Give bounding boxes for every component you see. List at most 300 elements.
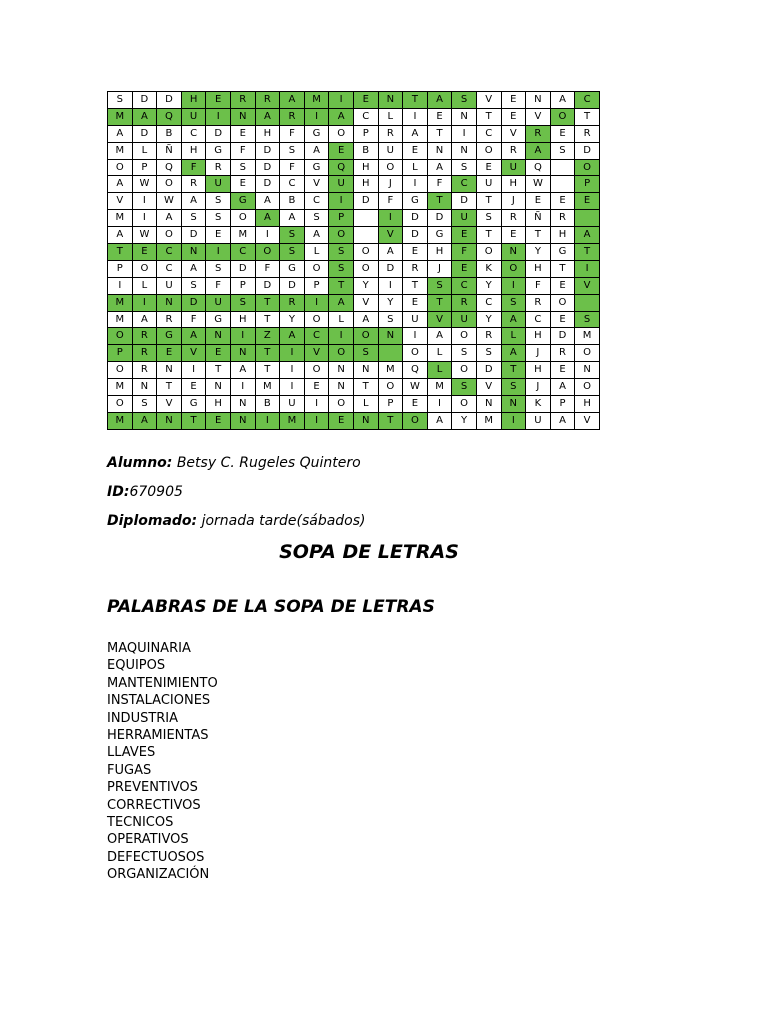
grid-cell: G	[230, 193, 255, 210]
grid-cell: I	[280, 345, 305, 362]
grid-cell: Q	[403, 362, 428, 379]
grid-cell: C	[575, 92, 600, 109]
grid-cell: O	[108, 396, 133, 413]
grid-cell: B	[255, 396, 280, 413]
grid-cell: O	[329, 125, 354, 142]
grid-cell: M	[108, 379, 133, 396]
grid-cell: O	[157, 176, 182, 193]
grid-cell: D	[255, 159, 280, 176]
grid-cell: L	[403, 159, 428, 176]
grid-cell: S	[452, 345, 477, 362]
grid-cell: A	[526, 142, 551, 159]
grid-cell: I	[329, 193, 354, 210]
grid-cell: T	[329, 277, 354, 294]
grid-cell: O	[353, 244, 378, 261]
grid-cell: O	[329, 345, 354, 362]
grid-cell: B	[280, 193, 305, 210]
grid-cell: R	[255, 92, 280, 109]
grid-cell: L	[378, 108, 403, 125]
grid-cell: Q	[526, 159, 551, 176]
grid-cell: Q	[157, 159, 182, 176]
grid-cell: N	[329, 379, 354, 396]
grid-cell: S	[501, 379, 526, 396]
grid-cell: O	[550, 294, 575, 311]
grid-cell: R	[575, 125, 600, 142]
grid-cell: V	[427, 311, 452, 328]
grid-cell: O	[329, 227, 354, 244]
grid-cell: T	[526, 227, 551, 244]
grid-cell: E	[501, 108, 526, 125]
grid-cell: I	[329, 92, 354, 109]
grid-cell: H	[427, 244, 452, 261]
grid-cell: N	[501, 244, 526, 261]
grid-cell: S	[280, 142, 305, 159]
grid-cell: M	[108, 142, 133, 159]
grid-cell: S	[378, 311, 403, 328]
grid-cell: N	[132, 379, 157, 396]
grid-cell: D	[280, 277, 305, 294]
grid-cell: V	[304, 345, 329, 362]
grid-cell: O	[108, 362, 133, 379]
word-list-item: MAQUINARIA	[107, 641, 191, 656]
grid-cell: T	[501, 362, 526, 379]
grid-cell: M	[108, 412, 133, 429]
grid-cell: T	[378, 412, 403, 429]
grid-cell: R	[132, 345, 157, 362]
grid-cell: T	[206, 362, 231, 379]
grid-cell: P	[575, 176, 600, 193]
grid-cell: H	[501, 176, 526, 193]
grid-cell: E	[206, 345, 231, 362]
grid-cell: R	[501, 142, 526, 159]
grid-cell: I	[132, 210, 157, 227]
grid-cell: T	[255, 311, 280, 328]
grid-cell: C	[304, 193, 329, 210]
grid-row	[108, 345, 600, 362]
grid-cell: F	[378, 193, 403, 210]
diplomado-label: Diplomado:	[107, 513, 198, 529]
grid-cell	[575, 294, 600, 311]
grid-cell: D	[378, 260, 403, 277]
grid-cell: A	[157, 210, 182, 227]
grid-cell: A	[108, 125, 133, 142]
id-label: ID:	[107, 484, 130, 500]
grid-cell: R	[378, 125, 403, 142]
diplomado-line	[107, 513, 366, 529]
grid-cell: S	[550, 142, 575, 159]
grid-cell: U	[501, 159, 526, 176]
grid-cell: E	[550, 362, 575, 379]
grid-cell: L	[353, 396, 378, 413]
word-list-item: FUGAS	[107, 762, 152, 778]
grid-cell: S	[353, 345, 378, 362]
grid-cell: O	[575, 159, 600, 176]
grid-cell: E	[230, 125, 255, 142]
grid-cell: S	[304, 210, 329, 227]
grid-cell: A	[280, 328, 305, 345]
grid-cell: L	[501, 328, 526, 345]
grid-cell: I	[181, 362, 206, 379]
grid-cell: I	[255, 227, 280, 244]
grid-cell: Q	[157, 108, 182, 125]
grid-cell: J	[526, 379, 551, 396]
grid-cell: P	[304, 277, 329, 294]
grid-cell: Y	[476, 277, 501, 294]
grid-cell: C	[476, 125, 501, 142]
grid-cell: S	[230, 159, 255, 176]
grid-cell: S	[280, 244, 305, 261]
grid-cell: D	[255, 176, 280, 193]
grid-cell	[550, 176, 575, 193]
grid-cell: O	[378, 159, 403, 176]
grid-cell: R	[550, 345, 575, 362]
grid-cell	[575, 210, 600, 227]
grid-cell: R	[403, 260, 428, 277]
grid-cell: N	[157, 294, 182, 311]
grid-cell: A	[329, 108, 354, 125]
grid-cell: A	[550, 379, 575, 396]
grid-cell: H	[526, 260, 551, 277]
grid-cell: O	[304, 311, 329, 328]
grid-cell: P	[132, 159, 157, 176]
grid-cell: C	[230, 244, 255, 261]
grid-cell: C	[526, 311, 551, 328]
grid-cell: O	[575, 345, 600, 362]
grid-cell: I	[304, 294, 329, 311]
grid-cell: R	[501, 210, 526, 227]
grid-cell: R	[206, 159, 231, 176]
grid-cell: U	[378, 142, 403, 159]
grid-cell: K	[476, 260, 501, 277]
grid-cell: E	[575, 193, 600, 210]
grid-cell: T	[255, 294, 280, 311]
grid-cell: A	[108, 176, 133, 193]
grid-cell: O	[353, 260, 378, 277]
grid-cell: Y	[353, 277, 378, 294]
grid-cell: U	[181, 108, 206, 125]
grid-cell: G	[403, 193, 428, 210]
grid-cell: O	[157, 227, 182, 244]
grid-cell: V	[378, 227, 403, 244]
grid-cell: N	[378, 328, 403, 345]
grid-cell: N	[206, 328, 231, 345]
grid-cell: N	[526, 92, 551, 109]
grid-row	[108, 193, 600, 210]
page-title: SOPA DE LETRAS	[279, 541, 459, 563]
grid-cell: I	[501, 277, 526, 294]
grid-cell: H	[230, 311, 255, 328]
grid-cell: V	[575, 277, 600, 294]
grid-cell: O	[501, 260, 526, 277]
grid-cell: R	[230, 92, 255, 109]
id-value: 670905	[129, 484, 183, 500]
grid-cell: G	[304, 159, 329, 176]
grid-cell: W	[526, 176, 551, 193]
grid-cell: E	[206, 92, 231, 109]
grid-cell: F	[230, 142, 255, 159]
grid-cell: E	[329, 412, 354, 429]
grid-cell: I	[427, 396, 452, 413]
grid-cell: N	[230, 412, 255, 429]
grid-cell: O	[550, 108, 575, 125]
grid-cell: S	[181, 277, 206, 294]
grid-cell: M	[304, 92, 329, 109]
grid-cell: H	[526, 328, 551, 345]
grid-cell: N	[181, 244, 206, 261]
grid-cell: L	[132, 277, 157, 294]
grid-cell	[353, 210, 378, 227]
word-list-item: OPERATIVOS	[107, 832, 189, 848]
grid-row	[108, 210, 600, 227]
grid-cell: I	[329, 328, 354, 345]
grid-row	[108, 396, 600, 413]
grid-cell: M	[255, 379, 280, 396]
grid-cell: I	[378, 277, 403, 294]
grid-cell: U	[206, 176, 231, 193]
grid-cell: E	[304, 379, 329, 396]
grid-cell: Q	[329, 159, 354, 176]
grid-cell: A	[550, 412, 575, 429]
grid-cell: S	[206, 210, 231, 227]
grid-row	[108, 244, 600, 261]
grid-cell: R	[181, 176, 206, 193]
grid-cell: P	[378, 396, 403, 413]
grid-row	[108, 277, 600, 294]
grid-cell: O	[329, 396, 354, 413]
grid-cell: A	[255, 210, 280, 227]
grid-cell: D	[181, 294, 206, 311]
grid-cell: E	[501, 92, 526, 109]
grid-cell: J	[526, 345, 551, 362]
grid-cell: E	[353, 92, 378, 109]
grid-cell: N	[206, 379, 231, 396]
grid-cell: A	[280, 210, 305, 227]
grid-row	[108, 379, 600, 396]
word-list-item: CORRECTIVOS	[107, 797, 201, 813]
grid-cell	[353, 227, 378, 244]
grid-cell: H	[206, 396, 231, 413]
grid-cell: E	[206, 412, 231, 429]
grid-cell: O	[403, 345, 428, 362]
grid-cell: E	[403, 142, 428, 159]
grid-cell: N	[427, 142, 452, 159]
grid-cell: I	[132, 294, 157, 311]
grid-cell: A	[181, 260, 206, 277]
word-list-item: LLAVES	[107, 745, 156, 761]
grid-row	[108, 227, 600, 244]
grid-cell: A	[132, 412, 157, 429]
grid-cell: L	[427, 345, 452, 362]
grid-cell: D	[255, 142, 280, 159]
grid-cell: A	[501, 345, 526, 362]
grid-cell: P	[230, 277, 255, 294]
grid-row	[108, 362, 600, 379]
grid-cell: A	[427, 328, 452, 345]
grid-cell: T	[181, 412, 206, 429]
grid-cell: C	[304, 328, 329, 345]
grid-cell: D	[181, 227, 206, 244]
grid-cell: V	[501, 125, 526, 142]
grid-cell: D	[403, 210, 428, 227]
grid-cell: G	[427, 227, 452, 244]
grid-cell: T	[550, 260, 575, 277]
grid-cell: H	[353, 159, 378, 176]
grid-cell: C	[181, 125, 206, 142]
grid-cell: I	[108, 277, 133, 294]
grid-cell: R	[280, 294, 305, 311]
grid-cell: T	[255, 362, 280, 379]
grid-cell: D	[132, 125, 157, 142]
grid-cell: G	[181, 396, 206, 413]
grid-cell: I	[132, 193, 157, 210]
grid-cell: A	[280, 92, 305, 109]
grid-cell: F	[280, 125, 305, 142]
grid-cell: A	[304, 227, 329, 244]
grid-cell: T	[575, 244, 600, 261]
grid-cell: M	[575, 328, 600, 345]
grid-cell: C	[476, 294, 501, 311]
word-list-item: HERRAMIENTAS	[107, 728, 209, 744]
grid-cell: T	[353, 379, 378, 396]
grid-cell: O	[353, 328, 378, 345]
word-list-item: EQUIPOS	[107, 658, 166, 674]
grid-cell: A	[132, 311, 157, 328]
grid-cell: A	[304, 142, 329, 159]
grid-cell: O	[132, 260, 157, 277]
grid-cell: F	[255, 260, 280, 277]
grid-cell: G	[550, 244, 575, 261]
grid-cell: I	[206, 244, 231, 261]
grid-cell: C	[353, 108, 378, 125]
grid-cell: R	[132, 362, 157, 379]
grid-cell: E	[427, 108, 452, 125]
grid-cell: I	[230, 379, 255, 396]
word-list-item: DEFECTUOSOS	[107, 849, 205, 865]
grid-row	[108, 311, 600, 328]
grid-cell: F	[452, 244, 477, 261]
word-search-grid	[107, 91, 600, 430]
grid-cell: T	[108, 244, 133, 261]
grid-row	[108, 108, 600, 125]
grid-cell: N	[353, 362, 378, 379]
word-list-item: PREVENTIVOS	[107, 780, 198, 796]
grid-cell: B	[353, 142, 378, 159]
grid-cell: L	[132, 142, 157, 159]
grid-cell: E	[132, 244, 157, 261]
grid-cell: V	[157, 396, 182, 413]
grid-cell: O	[452, 362, 477, 379]
grid-cell: O	[452, 396, 477, 413]
grid-cell: A	[353, 311, 378, 328]
grid-cell: A	[501, 311, 526, 328]
grid-cell: D	[255, 277, 280, 294]
grid-cell: T	[427, 125, 452, 142]
grid-cell: U	[206, 294, 231, 311]
grid-cell: M	[108, 311, 133, 328]
grid-cell: N	[501, 396, 526, 413]
grid-cell: N	[452, 108, 477, 125]
grid-row	[108, 176, 600, 193]
grid-cell: T	[575, 108, 600, 125]
grid-cell: W	[403, 379, 428, 396]
grid-cell: E	[452, 227, 477, 244]
grid-cell: M	[427, 379, 452, 396]
grid-cell: E	[206, 227, 231, 244]
grid-cell: H	[550, 227, 575, 244]
grid-cell: I	[452, 125, 477, 142]
grid-cell: S	[476, 345, 501, 362]
grid-cell: H	[353, 176, 378, 193]
grid-cell: M	[108, 294, 133, 311]
grid-cell: O	[476, 244, 501, 261]
grid-cell: M	[378, 362, 403, 379]
grid-cell: C	[157, 260, 182, 277]
grid-cell: R	[476, 328, 501, 345]
grid-cell: I	[255, 412, 280, 429]
grid-cell: E	[329, 142, 354, 159]
grid-cell: V	[108, 193, 133, 210]
grid-cell: A	[108, 227, 133, 244]
grid-cell: R	[550, 210, 575, 227]
grid-cell: F	[181, 311, 206, 328]
grid-cell: U	[280, 396, 305, 413]
grid-row	[108, 328, 600, 345]
grid-cell	[550, 159, 575, 176]
grid-cell: T	[476, 108, 501, 125]
grid-cell: I	[378, 210, 403, 227]
grid-cell: S	[452, 92, 477, 109]
grid-row	[108, 142, 600, 159]
grid-cell: H	[526, 362, 551, 379]
grid-cell: L	[427, 362, 452, 379]
grid-cell: N	[230, 396, 255, 413]
grid-cell: O	[230, 210, 255, 227]
grid-cell: Z	[255, 328, 280, 345]
grid-cell: A	[255, 193, 280, 210]
grid-cell: D	[550, 328, 575, 345]
grid-cell: U	[329, 176, 354, 193]
grid-cell: V	[181, 345, 206, 362]
grid-cell: A	[427, 159, 452, 176]
grid-cell: I	[403, 328, 428, 345]
grid-cell: S	[575, 311, 600, 328]
grid-cell: N	[329, 362, 354, 379]
grid-cell: N	[378, 92, 403, 109]
grid-cell: P	[353, 125, 378, 142]
grid-cell: M	[280, 412, 305, 429]
grid-row	[108, 260, 600, 277]
word-list-item: TECNICOS	[107, 815, 174, 831]
grid-cell: A	[427, 412, 452, 429]
grid-cell: D	[476, 362, 501, 379]
grid-cell: G	[157, 328, 182, 345]
grid-cell: N	[452, 142, 477, 159]
grid-cell: I	[501, 412, 526, 429]
grid-cell: D	[157, 92, 182, 109]
grid-cell: F	[206, 277, 231, 294]
grid-cell: H	[575, 396, 600, 413]
grid-cell: C	[452, 176, 477, 193]
grid-cell: C	[280, 176, 305, 193]
grid-cell: R	[526, 294, 551, 311]
word-list-item: MANTENIMIENTO	[107, 675, 218, 691]
grid-cell: V	[476, 92, 501, 109]
grid-cell: T	[427, 193, 452, 210]
grid-cell: O	[378, 379, 403, 396]
grid-cell: F	[526, 277, 551, 294]
grid-cell: E	[550, 193, 575, 210]
grid-cell: O	[108, 328, 133, 345]
